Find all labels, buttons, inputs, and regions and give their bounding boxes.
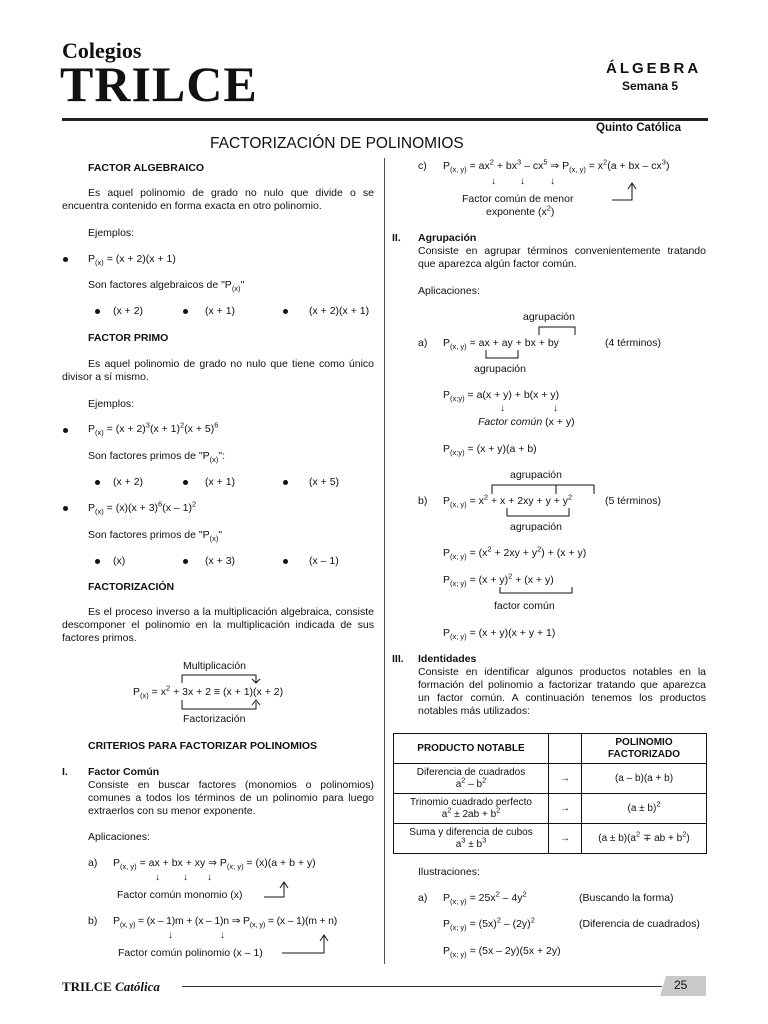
factor-item: (x + 3) xyxy=(205,555,236,567)
agrupacion-equation-b: $P_{(x, y)} = x^2 + x + 2xy + y + y^2$ xyxy=(443,492,573,510)
bullet xyxy=(183,480,188,485)
roman-numeral: III. xyxy=(392,653,404,665)
brand-logo: TRILCE xyxy=(60,56,258,112)
son-factores-algebraicos: Son factores algebraicos de "$P_{(x)}$" xyxy=(88,279,245,294)
factor-item: (x – 1) xyxy=(309,555,339,567)
ilustracion-note: (Diferencia de cuadrados) xyxy=(579,918,700,930)
subject-title: ÁLGEBRA xyxy=(606,60,702,77)
table-header-arrow xyxy=(549,734,582,764)
heading-identidades: Identidades xyxy=(418,653,477,665)
ilustracion-step: $P_{(x; y)} = (5x)^2 - (2y)^2$ xyxy=(443,915,535,933)
son-factores-primos: Son factores primos de "$P_{(x)}$": xyxy=(88,450,226,465)
factor-item: (x) xyxy=(113,555,126,567)
heading-factor-primo: FACTOR PRIMO xyxy=(88,332,169,344)
footer-brand: TRILCE Católica xyxy=(62,979,160,994)
agrupacion-step: $P_{(x; y)} = (x + y)^2 + (x + y)$ xyxy=(443,571,554,589)
factor-comun-monomio: Factor común monomio (x) xyxy=(117,889,243,901)
pointer-arrow xyxy=(610,180,640,204)
multiplicacion-label: Multiplicación xyxy=(183,660,247,672)
factor-item: (x + 2)(x + 1) xyxy=(309,305,370,317)
grouping-bracket xyxy=(498,586,578,598)
ilustraciones-label: Ilustraciones: xyxy=(418,866,480,878)
down-arrow-icon: ↓ xyxy=(491,176,496,187)
ilustracion-step: $P_{(x; y)} = (5x - 2y)(5x + 2y)$ xyxy=(443,945,561,960)
column-divider xyxy=(384,158,385,964)
grade-label: Quinto Católica xyxy=(596,122,681,134)
row-name: Diferencia de cuadrados xyxy=(416,766,526,778)
factorization-equation: $P_{(x)} = x^2 + 3x + 2 \equiv (x + 1)(x + 2)$ xyxy=(133,683,284,701)
right-arrow-icon: → xyxy=(549,824,582,854)
agrupacion-result: $P_{(x; y)} = (x + y)(x + y + 1)$ xyxy=(443,627,556,642)
terminos-count: (5 términos) xyxy=(605,495,662,507)
agrupacion-label: agrupación xyxy=(510,469,562,481)
bullet xyxy=(283,559,288,564)
item-label-c: c) xyxy=(418,160,427,172)
grouping-bracket xyxy=(537,324,581,336)
row-name: Trinomio cuadrado perfecto xyxy=(410,796,532,808)
productos-notables-table xyxy=(393,733,707,854)
paragraph-factor-algebraico: Es aquel polinomio de grado no nulo que divide o se encuentra contenido en forma exacta en otro polinomio. xyxy=(62,187,374,212)
pointer-arrow xyxy=(280,932,330,956)
down-arrow-icon: ↓ xyxy=(553,403,558,414)
item-label-a: a) xyxy=(418,337,428,349)
agrupacion-equation-a: $P_{(x, y)}$ = ax + ay + bx + by xyxy=(443,337,559,352)
factorization-bracket xyxy=(170,698,270,712)
right-arrow-icon: → xyxy=(549,794,582,824)
factor-comun-menor: Factor común de menor xyxy=(462,193,574,205)
bullet xyxy=(183,559,188,564)
agrupacion-result: $P_{(x;y)} = (x + y)(a + b)$ xyxy=(443,443,537,458)
agrupacion-label: agrupación xyxy=(474,363,526,375)
paragraph-factor-comun: Consiste en buscar factores (monomios o polinomios) comunes a todos los términos de un polinomio para luego extraerlos con su menor exponente. xyxy=(88,779,374,817)
factor-comun-equation-b: $P_{(x, y)} = (x - 1)m + (x - 1)n$ ⇒ $P_{(x, y)} = (x - 1)(m + n)$ xyxy=(113,915,338,930)
agrupacion-step: $P_{(x;y)} = a(x + y) + b(x + y)$ xyxy=(443,389,560,404)
paragraph-factor-primo: Es aquel polinomio de grado no nulo que tiene como único divisor a sí mismo. xyxy=(62,358,374,383)
aplicaciones-label: Aplicaciones: xyxy=(88,831,150,843)
example-equation: $P_{(x)} = (x + 2)^3(x + 1)^2(x + 5)^6$ xyxy=(88,420,219,438)
table-header: POLINOMIO FACTORIZADO xyxy=(582,734,707,764)
item-label-a: a) xyxy=(418,892,428,904)
ejemplos-label: Ejemplos: xyxy=(88,227,135,239)
agrupacion-step: $P_{(x; y)} = (x^2 + 2xy + y^2) + (x + y)$ xyxy=(443,544,587,562)
week-label: Semana 5 xyxy=(622,79,679,93)
page-number: 25 xyxy=(674,978,688,992)
ilustracion-step: $P_{(x; y)} = 25x^2 - 4y^2$ xyxy=(443,889,527,907)
down-arrow-icon: ↓ xyxy=(155,872,160,883)
factor-item: (x + 2) xyxy=(113,305,144,317)
pointer-arrow xyxy=(262,880,292,900)
table-row: Suma y diferencia de cubos $a^3 \pm b^3$ → $(a \pm b)(a^2$ ∓ ab + $b^2$) xyxy=(394,824,707,854)
factor-comun-label: factor común xyxy=(494,600,555,612)
factor-comun-equation-c: $P_{(x, y)} = ax^2 + bx^3 - cx^5$ ⇒ $P_{(x, y)} = x^2(a$ + bx – $cx^3$) xyxy=(443,157,670,175)
paragraph-factorizacion: Es el proceso inverso a la multiplicación algebraica, consiste descomponer el polinomio en la multiplicación indicada de sus factores primos. xyxy=(62,606,374,644)
factor-item: (x + 5) xyxy=(309,476,340,488)
example-equation: $P_{(x)} = (x)(x + 3)^6(x - 1)^2$ xyxy=(88,499,197,517)
exponente-label: exponente $(x^2)$ xyxy=(486,203,555,218)
example-equation: $P_{(x)} = (x + 2)(x + 1)$ xyxy=(88,253,176,268)
item-label-b: b) xyxy=(88,915,98,927)
header-rule xyxy=(62,118,708,121)
factor-comun-polinomio: Factor común polinomio (x – 1) xyxy=(118,947,263,959)
heading-factorizacion: FACTORIZACIÓN xyxy=(88,581,175,593)
agrupacion-label: agrupación xyxy=(523,311,575,323)
terminos-count: (4 términos) xyxy=(605,337,662,349)
footer-rule xyxy=(182,986,662,987)
bullet xyxy=(95,480,100,485)
row-name: Suma y diferencia de cubos xyxy=(409,826,533,838)
down-arrow-icon: ↓ xyxy=(168,930,173,941)
down-arrow-icon: ↓ xyxy=(550,176,555,187)
multiplication-bracket xyxy=(170,672,270,684)
down-arrow-icon: ↓ xyxy=(520,176,525,187)
grouping-bracket xyxy=(505,507,575,519)
roman-numeral: I. xyxy=(62,766,68,778)
paragraph-identidades: Consiste en identificar algunos productos notables en la formación del polinomio a factorizar tratando que aparezca un factor común. A continuación tenemos los productos notables más utilizados: xyxy=(418,666,706,717)
right-arrow-icon: → xyxy=(549,764,582,794)
bullet xyxy=(283,480,288,485)
table-row: Trinomio cuadrado perfecto $a^2 \pm 2ab + b^2$ → $(a \pm b)^2$ xyxy=(394,794,707,824)
table-row: Diferencia de cuadrados $a^2 - b^2$ → (a – b)(a + b) xyxy=(394,764,707,794)
down-arrow-icon: ↓ xyxy=(500,403,505,414)
bullet xyxy=(63,257,68,262)
item-label-b: b) xyxy=(418,495,428,507)
factor-comun-note: Factor común (x + y) xyxy=(478,416,575,428)
factor-comun-equation-a: $P_{(x, y)}$ = ax + bx + xy ⇒ $P_{(x; y)} = (x)(a + b + y)$ xyxy=(113,857,316,872)
bullet xyxy=(183,309,188,314)
bullet xyxy=(95,309,100,314)
grouping-bracket xyxy=(490,481,600,495)
bullet xyxy=(283,309,288,314)
table-header: PRODUCTO NOTABLE xyxy=(394,734,549,764)
bullet xyxy=(63,506,68,511)
agrupacion-label: agrupación xyxy=(510,521,562,533)
bullet xyxy=(95,559,100,564)
grouping-bracket xyxy=(484,349,524,361)
aplicaciones-label: Aplicaciones: xyxy=(418,285,480,297)
factor-item: (x + 1) xyxy=(205,305,236,317)
ejemplos-label: Ejemplos: xyxy=(88,398,135,410)
heading-agrupacion: Agrupación xyxy=(418,232,477,244)
heading-factor-comun: Factor Común xyxy=(88,766,160,778)
down-arrow-icon: ↓ xyxy=(220,930,225,941)
heading-factor-algebraico: FACTOR ALGEBRAICO xyxy=(88,162,205,174)
item-label-a: a) xyxy=(88,857,98,869)
factor-item: (x + 1) xyxy=(205,476,236,488)
son-factores-primos: Son factores primos de "$P_{(x)}$" xyxy=(88,529,223,544)
heading-criterios: CRITERIOS PARA FACTORIZAR POLINOMIOS xyxy=(88,740,318,752)
down-arrow-icon: ↓ xyxy=(183,872,188,883)
page-title: FACTORIZACIÓN DE POLINOMIOS xyxy=(210,135,464,152)
roman-numeral: II. xyxy=(392,232,401,244)
ilustracion-note: (Buscando la forma) xyxy=(579,892,674,904)
paragraph-agrupacion: Consiste en agrupar términos convenientemente tratando que aparezca algún factor común. xyxy=(418,245,706,270)
down-arrow-icon: ↓ xyxy=(207,872,212,883)
factorizacion-label: Factorización xyxy=(183,713,246,725)
brand-small: Colegios xyxy=(62,38,142,63)
bullet xyxy=(63,428,68,433)
factor-item: (x + 2) xyxy=(113,476,144,488)
